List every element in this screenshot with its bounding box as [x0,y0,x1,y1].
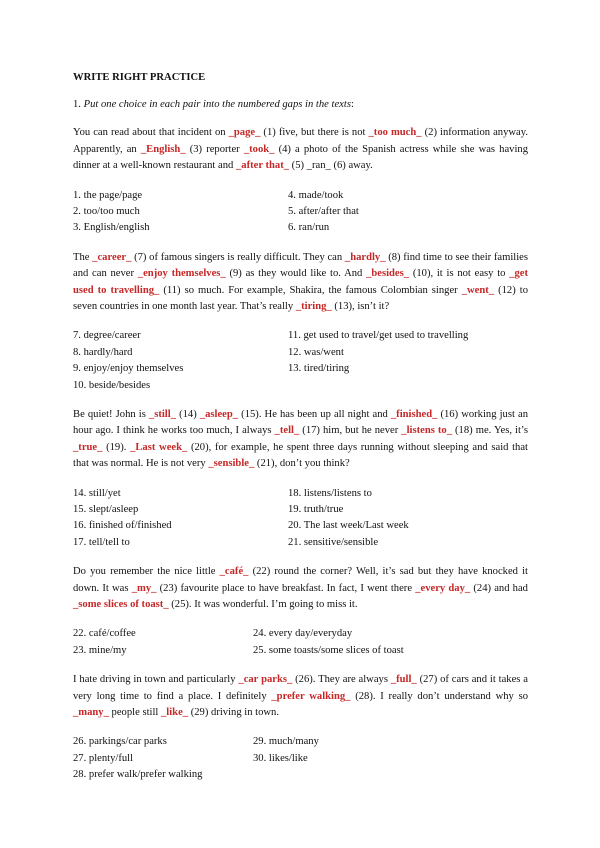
answer-gap: _sensible_ [208,458,255,470]
paragraph-text: (14) [175,408,200,420]
paragraph-text: (16) working just an hour ago. I think he works too much, I always [73,408,528,437]
option-item: 5. after/after that [288,205,359,217]
option-item: 23. mine/my [73,644,127,656]
paragraph-text: (5) _ran_ (6) away. [289,160,373,172]
paragraph-text: Do you remember the nice little [73,566,220,578]
exercise-paragraph [73,125,528,174]
options-list [73,486,528,552]
paragraph-text: (26). They are always [292,674,391,686]
paragraph-text: (1) five, but there is not [260,127,369,139]
option-item: 7. degree/career [73,330,141,342]
option-item: 18. listens/listens to [288,487,372,499]
option-item: 16. finished of/finished [73,520,172,532]
option-item [288,378,528,394]
instruction-number: 1. [73,98,81,110]
paragraph-text: (28). I really don’t understand why so [350,690,528,702]
paragraph-text: (12) to seven countries in one month last year. That’s really [73,284,528,312]
paragraph-text: (29) driving in town. [188,707,279,719]
answer-gap: _page_ [228,127,261,139]
answer-gap: _tiring_ [295,300,332,312]
paragraph-text: (27) of cars and it takes a very long time to find a place. I definitely [73,674,528,702]
answer-gap: _finished_ [390,408,438,420]
paragraph-text: (18) me. Yes, it’s [452,425,528,437]
option-item: 26. parkings/car parks [73,736,167,748]
answer-gap: _career_ [92,251,132,263]
exercise-sections [73,125,528,783]
option-item: 10. beside/besides [73,379,151,391]
option-item: 11. get used to travel/get used to travelling [288,330,469,342]
options-list [73,734,528,783]
paragraph-text: (2) information anyway. Apparently, an [73,127,528,155]
answer-gap: _listens to_ [401,425,452,437]
answer-gap: _many_ [73,707,109,719]
answer-gap: _went_ [461,284,495,296]
answer-gap: _Last week_ [130,441,188,453]
paragraph-text: You can read about that incident on [73,127,229,139]
option-item: 28. prefer walk/prefer walking [73,769,203,781]
answer-gap: _some slices of toast_ [73,599,169,611]
instruction: 1. Put one choice in each pair into the numbered gaps in the texts: [73,98,354,110]
answer-gap: _still_ [148,408,176,420]
paragraph-text: (19). [102,441,131,453]
paragraph-text: (10), it is not easy to [409,268,510,280]
answer-gap: _English_ [140,143,186,155]
paragraph-text: (7) of famous singers is really difficult. They can [131,251,345,263]
options-list [73,328,528,394]
option-item: 9. enjoy/enjoy themselves [73,363,184,375]
option-item: 30. likes/like [253,752,308,764]
paragraph-text: (24) and had [470,582,528,594]
answer-gap: _get used to travelling_ [73,268,529,296]
answer-gap: _after that_ [235,160,290,172]
paragraph-text: people still [108,707,161,719]
option-item: 24. every day/everyday [253,628,353,640]
answer-gap: _enjoy themselves_ [137,268,226,280]
answer-gap: _my_ [131,582,157,594]
option-item: 12. was/went [288,346,344,358]
option-item: 13. tired/tiring [288,363,350,375]
options-list [73,626,528,659]
option-item: 21. sensitive/sensible [288,536,379,548]
option-item: 17. tell/tell to [73,536,130,548]
answer-gap: _prefer walking_ [271,690,351,702]
paragraph-text: (21), don’t you think? [254,458,350,470]
paragraph-text: (4) a photo of the Spanish actress while she was having dinner at a well-known restaurant and [73,143,529,172]
paragraph-text: (20), for example, he spent three days running without sleeping and said that that was normal. He is not very [73,441,528,470]
exercise-paragraph [73,672,528,721]
option-item: 15. slept/asleep [73,504,139,516]
paragraph-text: (11) so much. For example, Shakira, the famous Colombian singer [159,284,462,296]
answer-gap: _besides_ [366,268,410,280]
option-item: 6. ran/run [288,222,330,234]
option-item: 22. café/coffee [73,628,136,640]
option-item: 20. The last week/Last week [288,520,409,532]
option-item: 2. too/too much [73,205,140,217]
option-item: 29. much/many [253,736,319,748]
paragraph-text: (3) reporter [185,143,244,155]
paragraph-text: (22) round the corner? Well, it’s sad but they have knocked it down. It was [73,566,528,594]
answer-gap: _car parks_ [238,674,293,686]
paragraph-text: (15). He has been up all night and [238,408,391,420]
exercise-paragraph [73,407,528,473]
answer-gap: _café_ [219,566,249,578]
answer-gap: _true_ [73,441,103,453]
exercise-paragraph [73,250,528,316]
option-item: 1. the page/page [73,189,143,201]
option-item: 3. English/english [73,222,150,234]
answer-gap: _every day_ [415,582,471,594]
option-item: 27. plenty/full [73,752,134,764]
paragraph-text: (13), isn’t it? [331,300,390,312]
answer-gap: _too much_ [368,127,422,139]
paragraph-text: I hate driving in town and particularly [73,674,239,686]
option-item: 19. truth/true [288,504,344,516]
paragraph-text: (9) as they would like to. And [225,268,367,280]
option-item: 14. still/yet [73,487,121,499]
paragraph-text: (8) find time to see their families and can never [73,251,529,280]
answer-gap: _tell_ [274,425,300,437]
option-item: 25. some toasts/some slices of toast [253,644,404,656]
answer-gap: _asleep_ [199,408,239,420]
instruction-text: Put one choice in each pair into the numbered gaps in the texts [83,98,351,110]
answer-gap: _like_ [161,707,189,719]
paragraph-text: (25). It was wonderful. I’m going to miss it. [168,599,358,611]
paragraph-text: (17) him, but he never [299,425,402,437]
paragraph-text: Be quiet! John is [73,408,149,420]
answer-gap: _hardly_ [344,251,386,263]
option-item: 4. made/took [288,189,344,201]
paragraph-text: The [73,251,93,263]
paragraph-text: (23) favourite place to have breakfast. In fact, I went there [156,582,416,594]
answer-gap: _took_ [243,143,275,155]
exercise-paragraph [73,564,528,613]
option-item [253,767,528,783]
options-list [73,188,528,237]
answer-gap: _full_ [390,674,417,686]
option-item: 8. hardly/hard [73,346,133,358]
page-title: WRITE RIGHT PRACTICE [73,72,206,83]
